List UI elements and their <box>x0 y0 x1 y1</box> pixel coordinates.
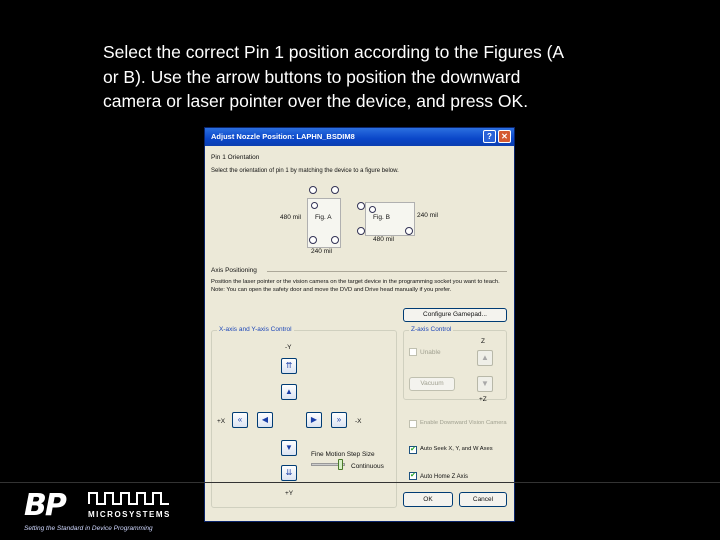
fig-a-pin-1 <box>311 202 318 209</box>
enable-down-vision-label: Enable Downward Vision Camera <box>420 420 507 426</box>
fig-b-label: Fig. B <box>373 214 390 221</box>
auto-seek-label: Auto Seek X, Y, and W Axes <box>420 446 493 452</box>
neg-x-label: -X <box>355 418 362 425</box>
ok-button[interactable]: OK <box>403 492 453 507</box>
y-fast-up-button[interactable]: ⇈ <box>281 358 297 374</box>
fig-b-bottom-label: 480 mil <box>373 236 394 243</box>
configure-gamepad-button[interactable]: Configure Gamepad... <box>403 308 507 322</box>
pin1-heading: Pin 1 Orientation <box>211 154 260 161</box>
neg-y-label: -Y <box>285 344 292 351</box>
z-control-title: Z-axis Control <box>411 326 452 333</box>
auto-seek-checkbox[interactable]: ✔ <box>410 446 416 453</box>
axis-instructions: Position the laser pointer or the vision camera on the target device in the programming socket you want to teach. Note: You can open the safety door and move the DVD and Drive head manually if you prefer. <box>211 279 500 293</box>
slide-line-1: Select the correct Pin 1 position according to the Figures (A <box>103 42 565 62</box>
help-icon[interactable]: ? <box>483 130 496 143</box>
fig-a-label: Fig. A <box>315 214 332 221</box>
fig-b-radio-bottom-left[interactable] <box>357 227 365 235</box>
fig-a-radio-top-left[interactable] <box>309 186 317 194</box>
fig-a-left-label: 480 mil <box>280 214 301 221</box>
adjust-nozzle-dialog <box>204 127 515 522</box>
pos-x-label: +X <box>217 418 226 425</box>
y-down-button[interactable]: ▼ <box>281 440 297 456</box>
logo-wave-icon <box>88 490 170 506</box>
x-fast-left-button[interactable]: « <box>232 412 248 428</box>
pos-z-label: +Z <box>479 396 487 403</box>
fig-b-pin-1 <box>369 206 376 213</box>
pos-y-label: +Y <box>285 490 294 497</box>
x-fast-right-button[interactable]: » <box>331 412 347 428</box>
fig-b-right-label: 240 mil <box>417 212 438 219</box>
fig-b-radio-top-left[interactable] <box>357 202 365 210</box>
y-fast-down-button[interactable]: ⇊ <box>281 465 297 481</box>
step-size-thumb[interactable] <box>338 459 343 470</box>
slide-instruction <box>103 40 663 114</box>
enable-down-vision-checkbox[interactable] <box>409 420 417 428</box>
footer-divider <box>0 482 720 483</box>
z-label: Z <box>481 338 485 345</box>
vacuum-button[interactable]: Vacuum <box>409 377 455 391</box>
unable-label: Unable <box>420 349 441 356</box>
fig-a-bottom-label: 240 mil <box>311 248 332 255</box>
step-size-label: Fine Motion Step Size <box>311 451 375 458</box>
fig-a-radio-bottom-left[interactable] <box>309 236 317 244</box>
y-up-button[interactable]: ▲ <box>281 384 297 400</box>
axis-heading: Axis Positioning <box>211 267 257 274</box>
dialog-titlebar[interactable] <box>205 128 514 146</box>
fig-b-radio-bottom-right[interactable] <box>405 227 413 235</box>
fig-a-radio-top-right[interactable] <box>331 186 339 194</box>
logo-name: MICROSYSTEMS <box>88 510 171 519</box>
xy-control-title: X-axis and Y-axis Control <box>219 326 292 333</box>
slide-line-2: or B). Use the arrow buttons to position the downward <box>103 66 521 87</box>
axis-separator <box>267 271 507 272</box>
fig-a-radio-bottom-right[interactable] <box>331 236 339 244</box>
cancel-button[interactable]: Cancel <box>459 492 507 507</box>
logo-letters: BP <box>24 488 65 523</box>
x-right-button[interactable]: ▶ <box>306 412 322 428</box>
pin1-instruction: Select the orientation of pin 1 by matching the device to a figure below. <box>211 168 399 174</box>
x-left-button[interactable]: ◀ <box>257 412 273 428</box>
slide-line-3: camera or laser pointer over the device, and press OK. <box>103 91 529 111</box>
unable-checkbox[interactable] <box>409 348 417 356</box>
close-icon[interactable]: ✕ <box>498 130 511 143</box>
step-size-value: Continuous <box>351 463 384 470</box>
auto-home-checkbox[interactable]: ✔ <box>410 472 416 479</box>
z-down-button[interactable]: ▼ <box>477 376 493 392</box>
z-up-button[interactable]: ▲ <box>477 350 493 366</box>
logo-tagline: Setting the Standard in Device Programming <box>24 525 153 532</box>
dialog-title: Adjust Nozzle Position: LAPHN_BSDIM8 <box>211 132 355 141</box>
auto-home-label: Auto Home Z Axis <box>420 474 469 480</box>
footer <box>0 482 720 540</box>
